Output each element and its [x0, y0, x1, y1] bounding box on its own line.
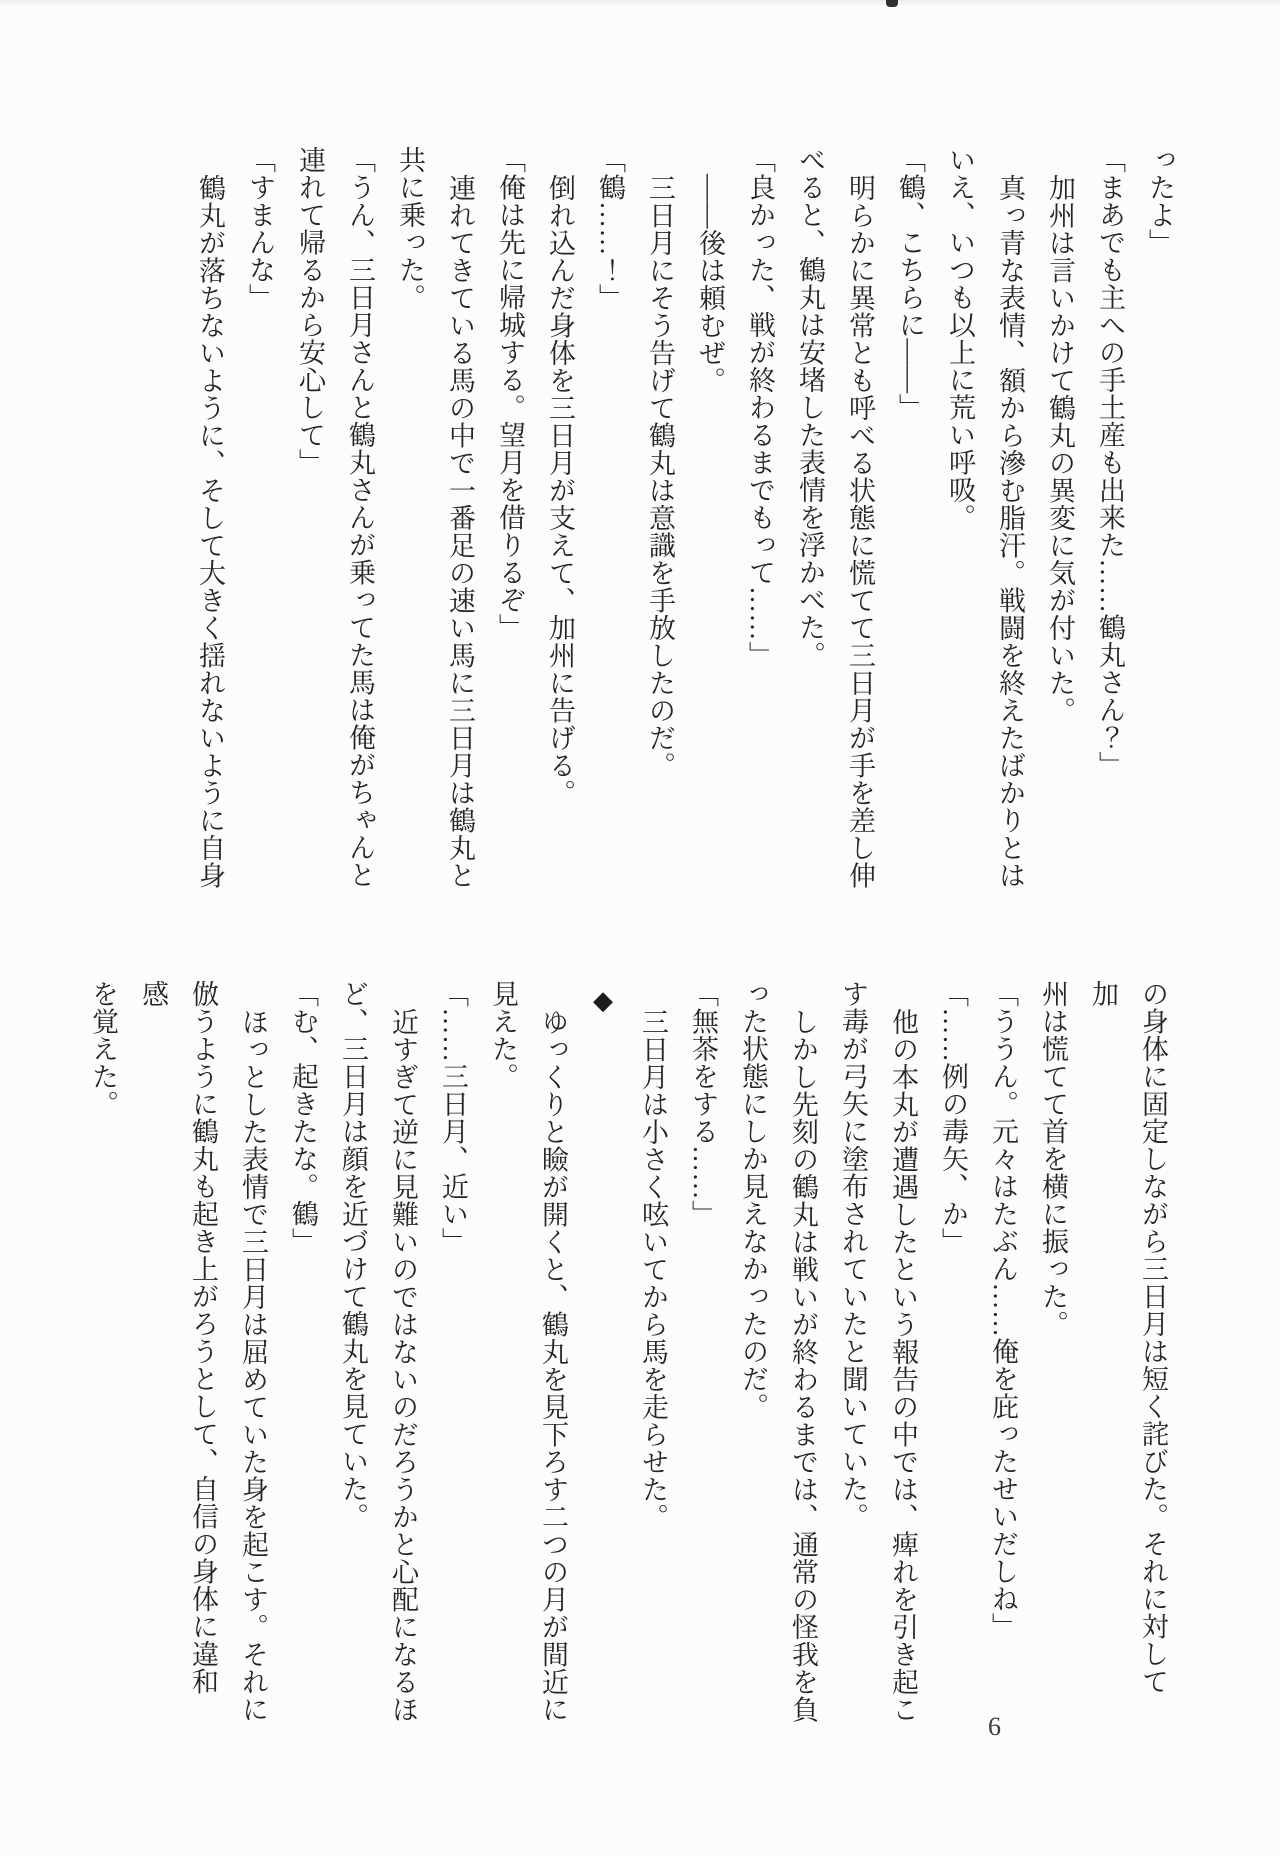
text-column: を覚えた。	[88, 980, 118, 1118]
text-column: 三日月にそう告げて鶴丸は意識を手放したのだ。	[645, 174, 675, 779]
text-column: 倒れ込んだ身体を三日月が支えて、加州に告げる。	[545, 174, 575, 807]
text-column: 州は慌てて首を横に振った。	[1038, 980, 1068, 1338]
text-column: 倣うように鶴丸も起き上がろうとして、自信の身体に違和感	[138, 980, 218, 1695]
page-number: 6	[988, 1712, 1002, 1741]
text-column: の身体に固定しながら三日月は短く詫びた。それに対して加	[1088, 980, 1168, 1695]
text-column: 鶴丸が落ちないように、そして大きく揺れないように自身	[195, 174, 225, 889]
text-column: ——後は頼むぜ。	[695, 174, 725, 394]
text-column: 「鶴……！」	[595, 146, 625, 311]
text-column: 「ううん。元々はたぶん……俺を庇ったせいだしね」	[988, 980, 1018, 1640]
text-column: 「……例の毒矢、か」	[938, 980, 968, 1255]
text-column: 「良かった、戦が終わるまでもって……」	[745, 146, 775, 669]
text-column: 加州は言いかけて鶴丸の異変に気が付いた。	[1045, 174, 1075, 724]
text-column: ったよ」	[1145, 146, 1175, 256]
text-column: 「俺は先に帰城する。望月を借りるぞ」	[495, 146, 525, 641]
text-column: ど、三日月は顔を近づけて鶴丸を見ていた。	[338, 980, 368, 1530]
text-column: 三日月は小さく呟いてから馬を走らせた。	[638, 1008, 668, 1531]
text-column: 連れてきている馬の中で一番足の速い馬に三日月は鶴丸と	[445, 174, 475, 889]
text-column: ゆっくりと瞼が開くと、鶴丸を見下ろす二つの月が間近に	[538, 1008, 568, 1723]
text-column: す毒が弓矢に塗布されていたと聞いていた。	[838, 980, 868, 1530]
text-column: 「すまんな」	[245, 146, 275, 311]
text-column: 近すぎて逆に見難いのではないのだろうかと心配になるほ	[388, 1008, 418, 1723]
text-column: 「無茶をする……」	[688, 980, 718, 1228]
text-column: 他の本丸が遭遇したという報告の中では、痺れを引き起こ	[888, 1008, 918, 1723]
text-block-top	[185, 146, 1185, 890]
text-column: 「まあでも主への手土産も出来た……鶴丸さん？」	[1095, 146, 1125, 779]
text-column: 明らかに異常とも呼べる状態に慌てて三日月が手を差し伸	[845, 174, 875, 889]
text-column: 「む、起きたな。鶴」	[288, 980, 318, 1255]
text-column: 真っ青な表情、額から滲む脂汗。戦闘を終えたばかりとは	[995, 174, 1025, 889]
text-column: ほっとした表情で三日月は屈めていた身を起こす。それに	[238, 1008, 268, 1723]
text-column: べると、鶴丸は安堵した表情を浮かべた。	[795, 146, 825, 669]
text-column: 「……三日月、近い」	[438, 980, 468, 1255]
scan-edge-shade	[0, 0, 1280, 6]
text-column: 共に乗った。	[395, 146, 425, 311]
scan-speck-icon	[886, 0, 898, 7]
text-column: いえ、いつも以上に荒い呼吸。	[945, 146, 975, 531]
section-divider-diamond-icon: ◆	[589, 986, 618, 1017]
text-column: 「鶴、こちらに——」	[895, 146, 925, 421]
text-column: 「うん、三日月さんと鶴丸さんが乗ってた馬は俺がちゃんと	[345, 146, 375, 889]
text-column: 連れて帰るから安心して」	[295, 146, 325, 476]
text-column: しかし先刻の鶴丸は戦いが終わるまでは、通常の怪我を負	[788, 1008, 818, 1723]
text-column: 見えた。	[488, 980, 518, 1090]
text-block-bottom	[78, 980, 1178, 1723]
text-column: った状態にしか見えなかったのだ。	[738, 980, 768, 1420]
